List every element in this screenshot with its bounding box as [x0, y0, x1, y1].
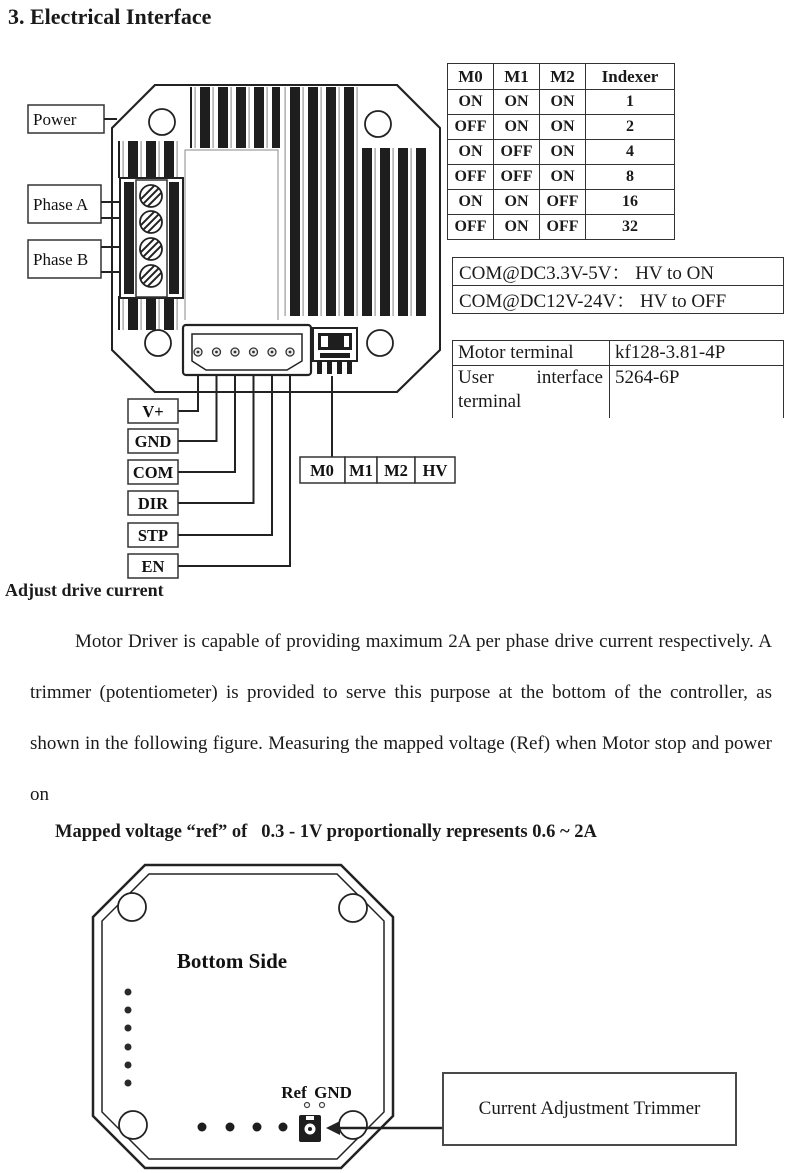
table-cell: OFF	[494, 140, 540, 165]
table-cell: ON	[540, 140, 586, 165]
table-cell: ON	[540, 90, 586, 115]
table-cell: ON	[494, 115, 540, 140]
phase-a-label: Phase A	[33, 195, 89, 214]
terminal-part: 5264-6P	[615, 367, 680, 388]
col-header-m2: M2	[540, 64, 586, 90]
table-cell: OFF	[448, 215, 494, 240]
table-row	[448, 190, 675, 215]
table-cell: ON	[494, 90, 540, 115]
table-cell: 2	[586, 115, 675, 140]
pin-label-stp: STP	[137, 526, 169, 545]
trimmer-callout-text: Current Adjustment Trimmer	[478, 1098, 701, 1119]
table-cell: ON	[448, 190, 494, 215]
pin-label-vplus: V+	[142, 402, 164, 421]
table-row	[453, 341, 784, 366]
mode-label-hv: HV	[422, 461, 448, 480]
motor-terminal-block	[120, 178, 183, 298]
table-cell: OFF	[540, 190, 586, 215]
table-cell: 4	[586, 140, 675, 165]
power-label: Power	[33, 110, 77, 129]
table-cell: ON	[448, 90, 494, 115]
ref-label: Ref	[281, 1083, 307, 1102]
table-cell: ON	[494, 190, 540, 215]
table-cell: COM@DC3.3V-5V： HV to ON	[453, 258, 784, 286]
table-row	[448, 165, 675, 190]
table-cell: OFF	[494, 165, 540, 190]
table-cell: 8	[586, 165, 675, 190]
plate-center-area	[185, 150, 278, 322]
power-label-box	[28, 105, 117, 133]
table-cell: OFF	[448, 165, 494, 190]
table-cell: ON	[494, 215, 540, 240]
phase-b-label-box	[28, 240, 121, 278]
table-header-row	[448, 64, 675, 90]
ref-test-point	[305, 1103, 310, 1108]
pin-label-gnd: GND	[134, 432, 172, 451]
pin-label-en: EN	[141, 557, 165, 576]
terminal-spec-table	[452, 340, 784, 418]
table-cell: 1	[586, 90, 675, 115]
table-row	[448, 90, 675, 115]
mode-label-row	[300, 457, 455, 483]
table-row	[453, 286, 784, 314]
table-cell: 16	[586, 190, 675, 215]
terminal-name: Motor terminal	[453, 341, 610, 366]
current-trimmer	[299, 1115, 321, 1142]
table-row	[453, 258, 784, 286]
table-cell: ON	[540, 165, 586, 190]
table-cell: OFF	[448, 115, 494, 140]
table-cell: ON	[448, 140, 494, 165]
microstep-indexer-table	[447, 63, 675, 240]
com-voltage-table	[452, 257, 784, 314]
table-row	[448, 215, 675, 240]
table-row	[453, 366, 784, 419]
terminal-part: kf128-3.81-4P	[610, 341, 784, 366]
table-row	[448, 140, 675, 165]
gnd-label: GND	[314, 1083, 352, 1102]
mapped-voltage-note: Mapped voltage “ref” of 0.3 - 1V proportionally represents 0.6 ~ 2A	[55, 822, 597, 842]
table-row	[448, 115, 675, 140]
col-header-m1: M1	[494, 64, 540, 90]
mode-label-m0: M0	[310, 461, 334, 480]
bottom-side-label: Bottom Side	[176, 949, 288, 973]
pin-label-com: COM	[132, 463, 174, 482]
table-cell: OFF	[540, 215, 586, 240]
table-cell: 32	[586, 215, 675, 240]
table-cell: COM@DC12V-24V： HV to OFF	[453, 286, 784, 314]
body-paragraph: Motor Driver is capable of providing maximum 2A per phase drive current respectively. A trimmer (potentiometer) is provided to serve this purpose at the bottom of the controller, as shown in the following figure. Measuring the mapped voltage (Ref) when Motor stop and power on	[30, 631, 772, 805]
top-device-figure	[0, 60, 470, 600]
section-heading: Adjust drive current	[5, 580, 164, 600]
mode-label-m2: M2	[384, 461, 408, 480]
phase-a-label-box	[28, 185, 121, 223]
gnd-test-point	[320, 1103, 325, 1108]
pin-label-dir: DIR	[137, 494, 169, 513]
phase-b-label: Phase B	[33, 250, 89, 269]
terminal-name: User interface terminal	[453, 366, 610, 419]
trimmer-callout-box	[442, 1072, 737, 1146]
pin-label-boxes	[128, 399, 178, 578]
table-cell: ON	[540, 115, 586, 140]
page-title: 3. Electrical Interface	[8, 4, 212, 29]
mode-label-m1: M1	[349, 461, 373, 480]
col-header-m0: M0	[448, 64, 494, 90]
col-header-indexer: Indexer	[586, 64, 675, 90]
